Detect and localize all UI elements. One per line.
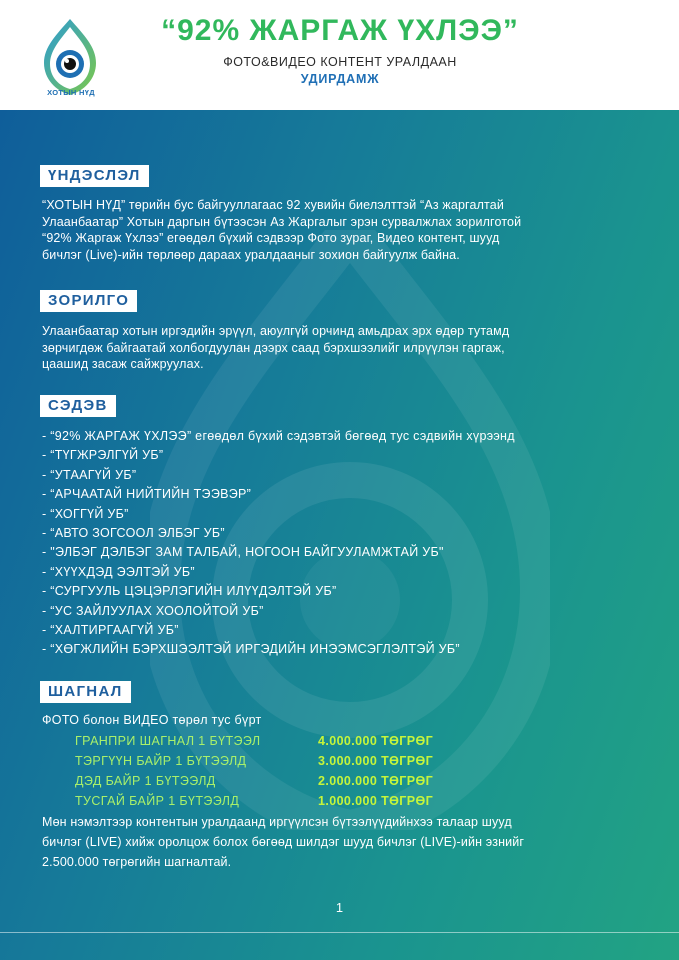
- prize-extra-line: Мөн нэмэлтээр контентын уралдаанд иргүүлсэн бүтээлүүдийнхээ талаар шууд: [42, 815, 512, 829]
- page-header: [0, 0, 679, 110]
- list-item: - “СУРГУУЛЬ ЦЭЦЭРЛЭГИЙН ИЛҮҮДЭЛТЭЙ УБ”: [42, 584, 337, 599]
- prize-extra-line: 2.500.000 төгрөгийн шагналтай.: [42, 855, 232, 869]
- list-item: - “ХОГГҮЙ УБ”: [42, 506, 129, 521]
- section-heading-rationale: ҮНДЭСЛЭЛ: [40, 165, 149, 187]
- prize-amount: 2.000.000 ТӨГРӨГ: [318, 774, 434, 788]
- list-item: - “УС ЗАЙЛУУЛАХ ХООЛОЙТОЙ УБ”: [42, 603, 264, 618]
- rationale-line: “ХОТЫН НҮД” төрийн бус байгууллагаас 92 хувийн биелэлттэй “Аз жаргалтай: [42, 198, 504, 212]
- rationale-line: “92% Жаргаж Үхлээ” егөөдөл бүхий сэдвээр Фото зураг, Видео контент, шууд: [42, 231, 500, 245]
- list-item: - "ЭЛБЭГ ДЭЛБЭГ ЗАМ ТАЛБАЙ, НОГООН БАЙГУУЛАМЖТАЙ УБ": [42, 545, 444, 560]
- prize-name: ДЭД БАЙР 1 БҮТЭЭЛД: [75, 774, 216, 788]
- footer-divider: [0, 932, 679, 933]
- document-subtitle: ФОТО&ВИДЕО КОНТЕНТ УРАЛДААН: [223, 55, 457, 69]
- goal-paragraph: [42, 323, 632, 373]
- prize-row: [75, 734, 475, 753]
- list-item: - “ХАЛТИРГААГҮЙ УБ”: [42, 623, 179, 638]
- document-title: “92% ЖАРГАЖ ҮХЛЭЭ”: [161, 14, 519, 47]
- topic-list: [42, 427, 642, 660]
- list-item: - “УТААГҮЙ УБ”: [42, 467, 137, 482]
- rationale-line: Улаанбаатар” Хотын даргын бүтээсэн Аз Жаргалыг эрэн сурвалжлах зорилготой: [42, 214, 522, 229]
- page-number: 1: [335, 900, 344, 915]
- prize-extra-paragraph: [42, 812, 632, 872]
- goal-line: зөрчигдөж байгаатай холбогдуулан дээрх саад бэрхшээлийг илрүүлэн гаргаж,: [42, 340, 505, 355]
- document-body: [0, 110, 679, 960]
- rationale-paragraph: [42, 197, 632, 263]
- prize-row: [75, 794, 475, 813]
- prize-row: [75, 774, 475, 793]
- list-item: - “ТҮГЖРЭЛГҮЙ УБ”: [42, 448, 164, 463]
- document-subtitle-guidelines: УДИРДАМЖ: [300, 72, 380, 86]
- prize-extra-line: бичлэг (LIVE) хийж оролцож болох бөгөөд шилдэг шууд бичлэг (LIVE)-ийн эзнийг: [42, 835, 525, 849]
- prize-name: ГРАНПРИ ШАГНАЛ 1 БҮТЭЭЛ: [75, 734, 261, 748]
- prize-name: ТУСГАЙ БАЙР 1 БҮТЭЭЛД: [75, 794, 240, 808]
- prize-name: ТЭРГҮҮН БАЙР 1 БҮТЭЭЛД: [75, 754, 247, 768]
- goal-line: Улаанбаатар хотын иргэдийн эрүүл, аюулгүй орчинд амьдрах эрх өдөр тутамд: [42, 324, 510, 338]
- prize-amount: 4.000.000 ТӨГРӨГ: [318, 734, 434, 748]
- rationale-line: бичлэг (Live)-ийн төрлөөр дараах уралдааныг зохион байгуулж байна.: [42, 247, 460, 262]
- list-item: - “АВТО ЗОГСООЛ ЭЛБЭГ УБ”: [42, 526, 225, 541]
- list-item: - “ХҮҮХДЭД ЭЭЛТЭЙ УБ”: [42, 564, 195, 579]
- section-heading-goal: ЗОРИЛГО: [40, 290, 137, 312]
- prize-amount: 1.000.000 ТӨГРӨГ: [318, 794, 434, 808]
- list-item: - “АРЧААТАЙ НИЙТИЙН ТЭЭВЭР”: [42, 487, 252, 502]
- goal-line: цаашид засаж сайжруулах.: [42, 357, 204, 371]
- prize-amount: 3.000.000 ТӨГРӨГ: [318, 754, 434, 768]
- prize-intro: ФОТО болон ВИДЕО төрөл тус бүрт: [42, 713, 262, 727]
- list-item: - “ХӨГЖЛИЙН БЭРХШЭЭЛТЭЙ ИРГЭДИЙН ИНЭЭМСЭГЛЭЛТЭЙ УБ”: [42, 642, 460, 657]
- list-item: - “92% ЖАРГАЖ ҮХЛЭЭ” егөөдөл бүхий сэдэвтэй бөгөөд тус сэдвийн хүрээнд: [42, 429, 515, 443]
- prize-row: [75, 754, 475, 773]
- logo-text: ХОТЫН НҮД: [47, 88, 95, 97]
- section-heading-prizes: ШАГНАЛ: [40, 681, 131, 703]
- section-heading-topics: СЭДЭВ: [40, 395, 116, 417]
